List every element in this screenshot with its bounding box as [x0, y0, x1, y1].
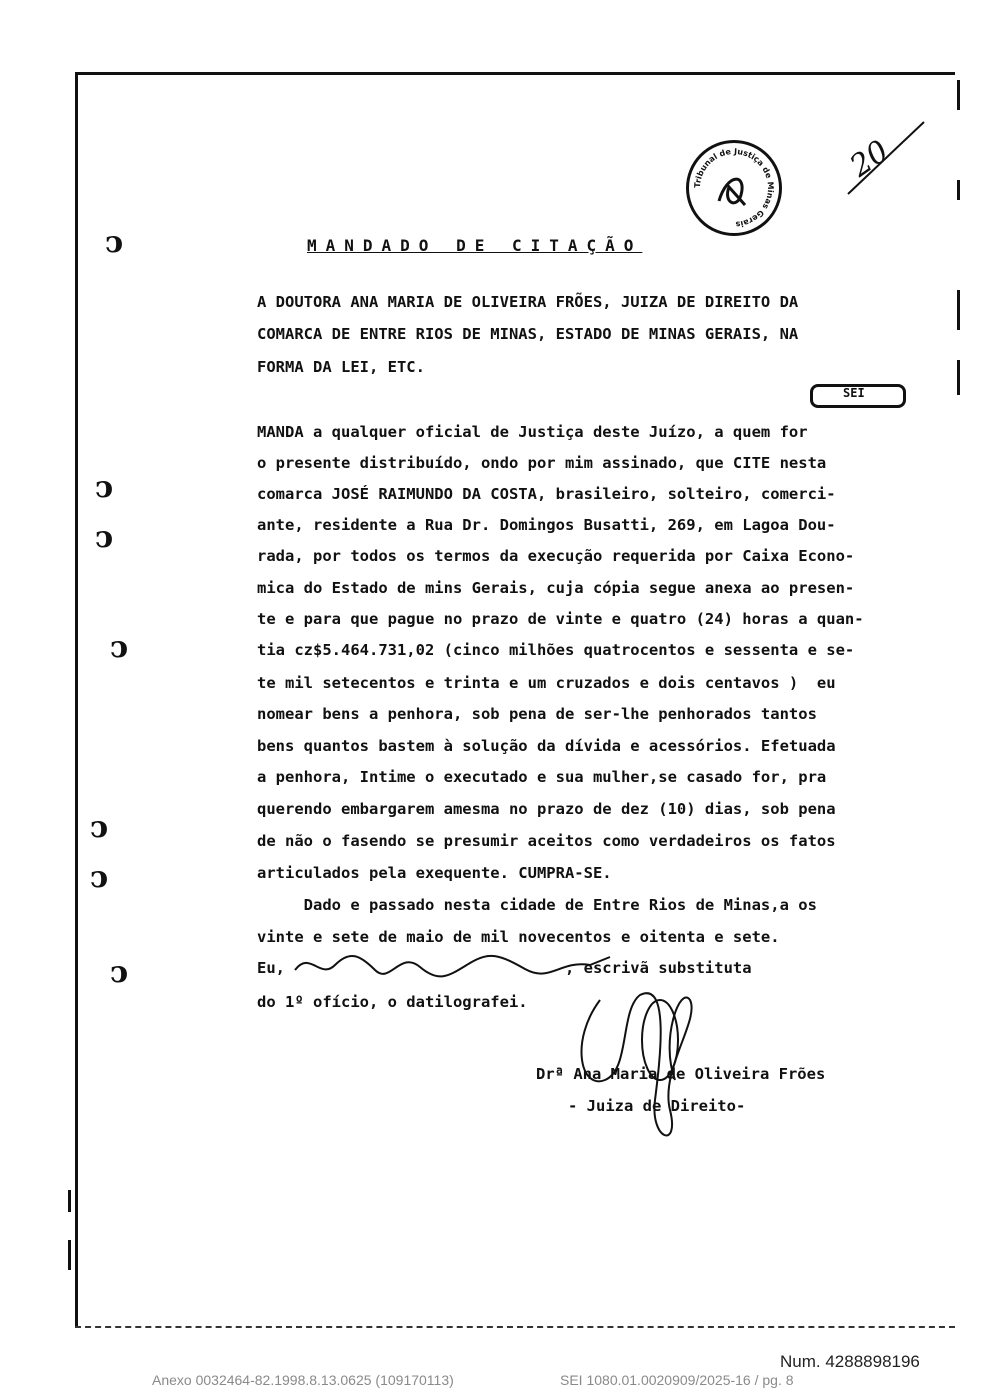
margin-mark: ↄ: [110, 630, 129, 665]
body-line: te mil setecentos e trinta e um cruzados e dois centavos ) eu: [257, 674, 836, 692]
body-line: comarca JOSÉ RAIMUNDO DA COSTA, brasileiro, solteiro, comerci-: [257, 485, 836, 503]
header-line: COMARCA DE ENTRE RIOS DE MINAS, ESTADO DE MINAS GERAIS, NA: [257, 325, 799, 343]
closing-line: vinte e sete de maio de mil novecentos e oitenta e sete.: [257, 928, 780, 946]
footer-num: Num. 4288898196: [780, 1352, 920, 1371]
body-line: ante, residente a Rua Dr. Domingos Busatti, 269, em Lagoa Dou-: [257, 516, 836, 534]
closing-line: Dado e passado nesta cidade de Entre Rios de Minas,a os: [257, 896, 817, 914]
signature-name: Drª Ana Maria de Oliveira Frões: [536, 1065, 826, 1083]
svg-text:Tribunal de Justiça de Minas G: Tribunal de Justiça de Minas Gerais: [692, 146, 776, 230]
edge-bar: [957, 290, 960, 330]
footer-annex: Anexo 0032464-82.1998.8.13.0625 (109170113): [152, 1372, 454, 1388]
margin-mark: ↄ: [105, 225, 124, 260]
edge-bar: [957, 360, 960, 395]
closing-line: Eu, , escrivã substituta: [257, 959, 752, 977]
margin-mark: ↄ: [110, 955, 129, 990]
edge-bar: [68, 1240, 71, 1270]
page-frame-left: [75, 72, 78, 1327]
page-frame-bottom: [75, 1326, 955, 1329]
document-title: MANDADO DE CITAÇÃO: [307, 236, 643, 255]
body-line: mica do Estado de mins Gerais, cuja cópia segue anexa ao presen-: [257, 579, 855, 597]
body-line: articulados pela exequente. CUMPRA-SE.: [257, 864, 612, 882]
body-line: querendo embargarem amesma no prazo de dez (10) dias, sob pena: [257, 800, 836, 818]
margin-mark: ↄ: [90, 860, 109, 895]
page-frame-top: [75, 72, 955, 75]
stamp-box: SEI: [810, 384, 906, 408]
body-line: de não o fasendo se presumir aceitos como verdadeiros os fatos: [257, 832, 836, 850]
clerk-signature: [290, 945, 620, 985]
body-line: MANDA a qualquer oficial de Justiça deste Juízo, a quem for: [257, 423, 808, 441]
judge-signature: [560, 980, 720, 1160]
body-line: a penhora, Intime o executado e sua mulher,se casado for, pra: [257, 768, 827, 786]
corner-handwritten-mark: [840, 118, 930, 198]
signature-title: - Juiza de Direito-: [568, 1097, 746, 1115]
body-line: rada, por todos os termos da execução requerida por Caixa Econo-: [257, 547, 855, 565]
body-line: tia cz$5.464.731,02 (cinco milhões quatrocentos e sessenta e se-: [257, 641, 855, 659]
body-line: bens quantos bastem à solução da dívida e acessórios. Efetuada: [257, 737, 836, 755]
body-line: o presente distribuído, ondo por mim assinado, que CITE nesta: [257, 454, 827, 472]
edge-bar: [68, 1190, 71, 1212]
edge-bar: [957, 80, 960, 110]
court-seal: [686, 140, 782, 236]
svg-text:20: 20: [843, 133, 896, 185]
body-line: nomear bens a penhora, sob pena de ser-lhe penhorados tantos: [257, 705, 817, 723]
footer-sei: SEI 1080.01.0020909/2025-16 / pg. 8: [560, 1372, 794, 1388]
header-line: FORMA DA LEI, ETC.: [257, 358, 425, 376]
seal-lettering: [689, 143, 779, 233]
body-line: te e para que pague no prazo de vinte e quatro (24) horas a quan-: [257, 610, 864, 628]
header-line: A DOUTORA ANA MARIA DE OLIVEIRA FRÕES, JUIZA DE DIREITO DA: [257, 293, 799, 311]
margin-mark: ↄ: [95, 470, 114, 505]
margin-mark: ↄ: [90, 810, 109, 845]
closing-line: do 1º ofício, o datilografei.: [257, 993, 528, 1011]
edge-bar: [957, 180, 960, 200]
margin-mark: ↄ: [95, 520, 114, 555]
